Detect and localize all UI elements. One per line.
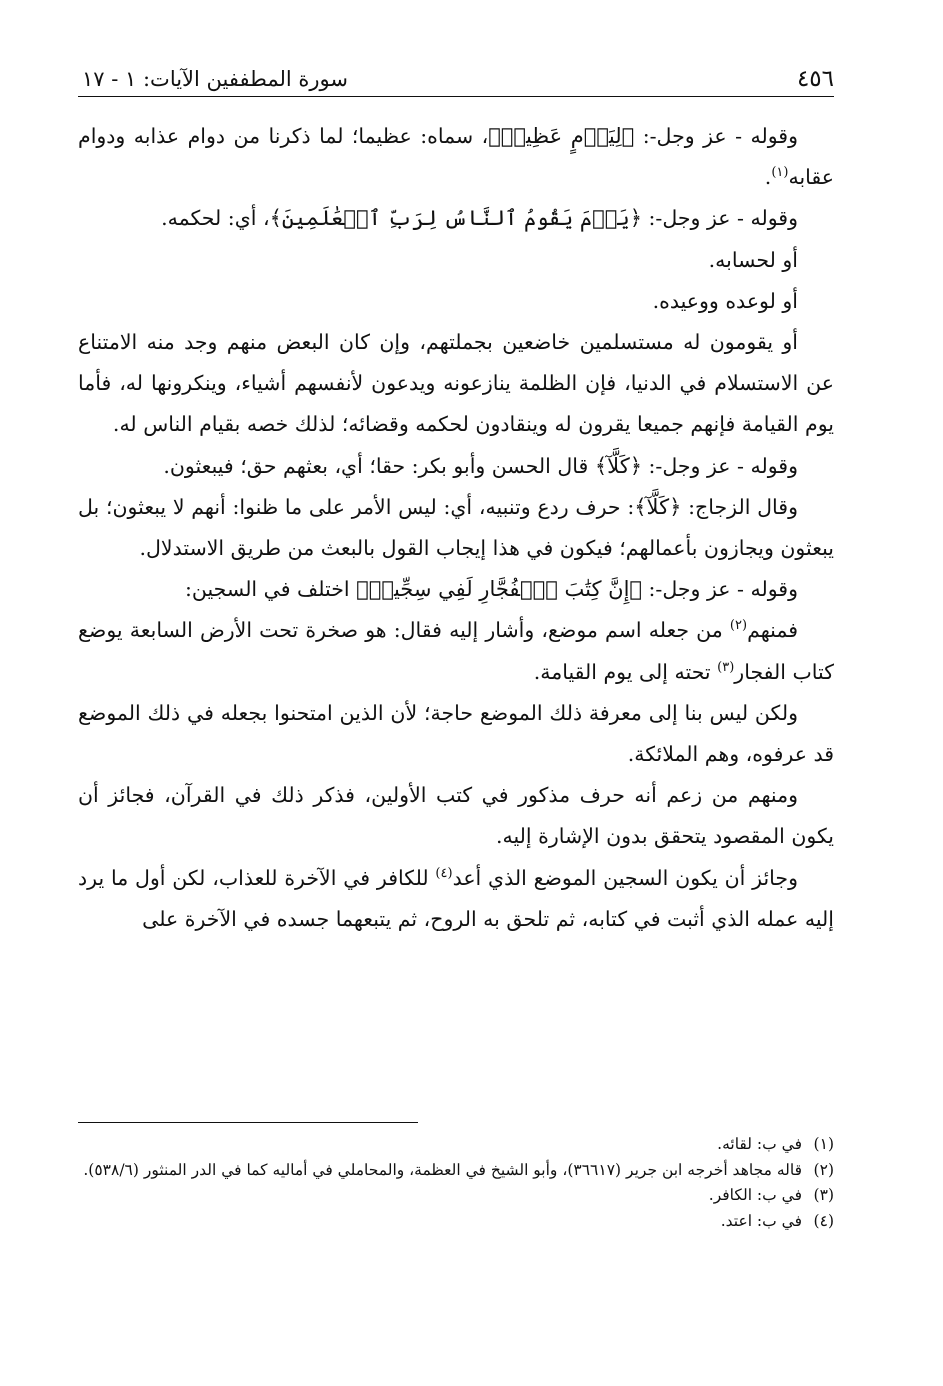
text-span: اختلف في السجين: bbox=[184, 577, 357, 602]
main-text bbox=[78, 116, 834, 940]
paragraph bbox=[78, 487, 834, 569]
paragraph bbox=[78, 610, 834, 692]
quran-verse: ﴿كَلَّآ﴾ bbox=[594, 453, 642, 478]
footnote-number: (٢) bbox=[813, 1160, 834, 1179]
paragraph: أو لحسابه. bbox=[708, 247, 798, 272]
quran-verse: ﴿لِيَوۡمٍ عَظِيمٖ﴾ bbox=[488, 124, 635, 148]
text-span: وجائز أن يكون السجين الموضع الذي أعد bbox=[452, 865, 798, 890]
text-span: . bbox=[764, 165, 772, 190]
text-span: فمنهم bbox=[747, 618, 798, 643]
footnote-number: (١) bbox=[813, 1135, 834, 1153]
paragraph: ومنهم من زعم أنه حرف مذكور في كتب الأولين، فذكر ذلك في القرآن، فجائز أن يكون المقصود يتحقق بدون الإشارة إليه. bbox=[78, 783, 834, 849]
text-span: ، سماه: عظيما؛ لما ذكرنا من دوام عذابه ودوام عقابه bbox=[78, 124, 834, 190]
text-span: وقوله - عز وجل-: bbox=[634, 124, 798, 148]
footnote-text: في ب: لقائه. bbox=[717, 1135, 802, 1153]
text-span: وقوله - عز وجل-: bbox=[642, 206, 798, 231]
running-title: سورة المطففين الآيات: ١ - ١٧ bbox=[82, 67, 348, 91]
footnote-ref: (١) bbox=[771, 165, 789, 181]
footnote-number: (٣) bbox=[813, 1186, 834, 1204]
footnote-ref: (٣) bbox=[717, 659, 735, 675]
text-span: قال الحسن وأبو بكر: حقا؛ أي، بعثهم حق؛ فيبعثون. bbox=[163, 453, 595, 478]
paragraph: أو يقومون له مستسلمين خاضعين بجملتهم، وإن كان البعض منهم وجد منه الامتناع عن الاستسلام في الدنيا، فإن الظلمة ينازعونه ويدعون لأنفسهم أشياء، وينكرونها له، فأما يوم القيامة فإنهم جميعا يقرون له وينقادون لحكمه وقضائه؛ لذلك خصه بقيام الناس له. bbox=[78, 330, 834, 437]
text-span: للكافر في الآخرة للعذاب، لكن أول ما يرد إليه عمله الذي أثبت في كتابه، ثم تلحق به الروح، ثم يتبعهما جسده في الآخرة على bbox=[78, 865, 834, 931]
quran-verse: ﴿إِنَّ كِتَٰبَ ٱلۡفُجَّارِ لَفِي سِجِّينٖ﴾ bbox=[356, 577, 642, 602]
footnote bbox=[78, 1209, 834, 1235]
quran-verse: ﴿كَلَّآ﴾ bbox=[634, 494, 682, 519]
footnote bbox=[78, 1158, 834, 1184]
book-page bbox=[78, 0, 834, 1386]
page-header bbox=[78, 64, 834, 97]
paragraph bbox=[78, 116, 834, 198]
paragraph bbox=[78, 569, 834, 610]
footnote bbox=[78, 1132, 834, 1158]
footnote-text: في ب: الكافر. bbox=[708, 1186, 802, 1204]
quran-verse: ﴿يَوۡمَ يَقُومُ ٱلنَّاسُ لِرَبِّ ٱلۡعَٰلَمِينَ﴾ bbox=[269, 206, 642, 231]
text-span: وقال الزجاج: bbox=[681, 494, 798, 519]
paragraph bbox=[78, 446, 834, 487]
paragraph bbox=[78, 198, 834, 239]
text-span: تحته إلى يوم القيامة. bbox=[533, 659, 718, 684]
page-number: ٤٥٦ bbox=[796, 66, 834, 92]
text-span: من جعله اسم موضع، وأشار إليه فقال: هو صخرة تحت الأرض السابعة يوضع كتاب الفجار bbox=[78, 618, 834, 684]
footnote-ref: (٢) bbox=[729, 618, 748, 634]
footnotes bbox=[78, 1132, 834, 1234]
text-span: : حرف ردع وتنبيه، أي: ليس الأمر على ما ظنوا: أنهم لا يبعثون؛ بل يبعثون ويجازون بأعمالهم؛ فيكون في هذا إيجاب القول بالبعث من طريق الاستدلال. bbox=[78, 494, 834, 561]
text-span: ، أي: لحكمه. bbox=[161, 206, 270, 231]
paragraph: ولكن ليس بنا إلى معرفة ذلك الموضع حاجة؛ لأن الذين امتحنوا بجعله في ذلك الموضع قد عرفوه، وهم الملائكة. bbox=[78, 700, 834, 767]
footnote-ref: (٤) bbox=[435, 865, 453, 881]
footnote-text: قاله مجاهد أخرجه ابن جرير (٣٦٦١٧)، وأبو الشيخ في العظمة، والمحاملي في أماليه كما في الدر المنثور (٥٣٨/٦). bbox=[83, 1160, 802, 1179]
footnote-text: في ب: اعتد. bbox=[720, 1211, 802, 1230]
text-span: وقوله - عز وجل-: bbox=[642, 577, 798, 602]
text-span: وقوله - عز وجل-: bbox=[642, 453, 798, 478]
footnote-number: (٤) bbox=[813, 1211, 834, 1230]
footnote-separator bbox=[78, 1122, 418, 1123]
paragraph bbox=[78, 858, 834, 940]
footnote bbox=[78, 1183, 834, 1209]
paragraph: أو لوعده ووعيده. bbox=[652, 288, 798, 313]
